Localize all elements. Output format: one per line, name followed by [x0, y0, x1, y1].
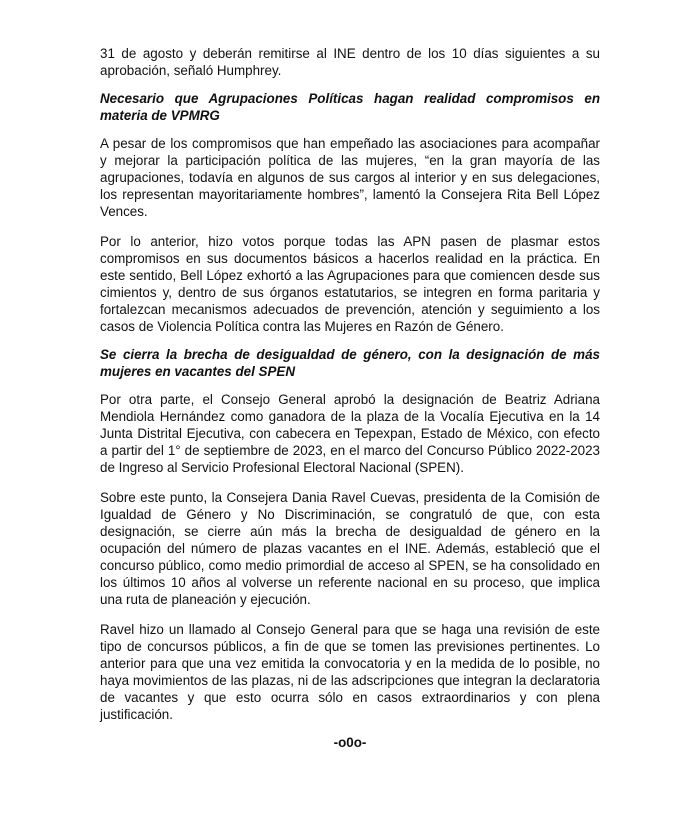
body-paragraph: Ravel hizo un llamado al Consejo General para que se haga una revisión de este tipo de concursos públicos, a fin de que se tomen las previsiones pertinentes. Lo anterior para que una vez emitida la convocatoria y en la medida de lo posible, no haya movimientos de las plazas, ni de las adscripciones que integran la declaratoria de vacantes y que esto ocurra sólo en casos extraordinarios y con plena justificación. [100, 622, 600, 722]
closing-mark: -o0o- [333, 735, 367, 750]
body-paragraph: Sobre este punto, la Consejera Dania Ravel Cuevas, presidenta de la Comisión de Igualdad de Género y No Discriminación, se congratuló de que, con esta designación, se cierre aún más la brecha de desigualdad de género en la ocupación del número de plazas vacantes en el INE. Además, estableció que el concurso público, como medio primordial de acceso al SPEN, se ha consolidado en los últimos 10 años al volverse un referente nacional en su proceso, que implica una ruta de planeación y ejecución. [100, 490, 600, 607]
body-paragraph: Por otra parte, el Consejo General aprobó la designación de Beatriz Adriana Mendiola Hernández como ganadora de la plaza de la Vocalía Ejecutiva en la 14 Junta Distrital Ejecutiva, con cabecera en Tepexpan, Estado de México, con efecto a partir del 1° de septiembre de 2023, en el marco del Concurso Público 2022-2023 de Ingreso al Servicio Profesional Electoral Nacional (SPEN). [100, 392, 600, 475]
intro-paragraph-tail: 31 de agosto y deberán remitirse al INE dentro de los 10 días siguientes a su aprobación, señaló Humphrey. [100, 46, 600, 78]
section-heading-spen: Se cierra la brecha de desigualdad de género, con la designación de más mujeres en vacantes del SPEN [100, 347, 600, 379]
document-page [100, 45, 600, 751]
body-paragraph: Por lo anterior, hizo votos porque todas las APN pasen de plasmar estos compromisos en sus documentos básicos a hacerlos realidad en la práctica. En este sentido, Bell López exhortó a las Agrupaciones para que comiencen desde sus cimientos y, dentro de sus órganos estatutarios, se integren en forma paritaria y fortalezcan mecanismos adecuados de prevención, atención y seguimiento a los casos de Violencia Política contra las Mujeres en Razón de Género. [100, 234, 600, 334]
body-paragraph: A pesar de los compromisos que han empeñado las asociaciones para acompañar y mejorar la participación política de las mujeres, “en la gran mayoría de las agrupaciones, todavía en algunos de sus cargos al interior y en sus delegaciones, los representan mayoritariamente hombres”, lamentó la Consejera Rita Bell López Vences. [100, 136, 600, 219]
section-heading-vpmrg: Necesario que Agrupaciones Políticas hagan realidad compromisos en materia de VPMRG [100, 91, 600, 123]
